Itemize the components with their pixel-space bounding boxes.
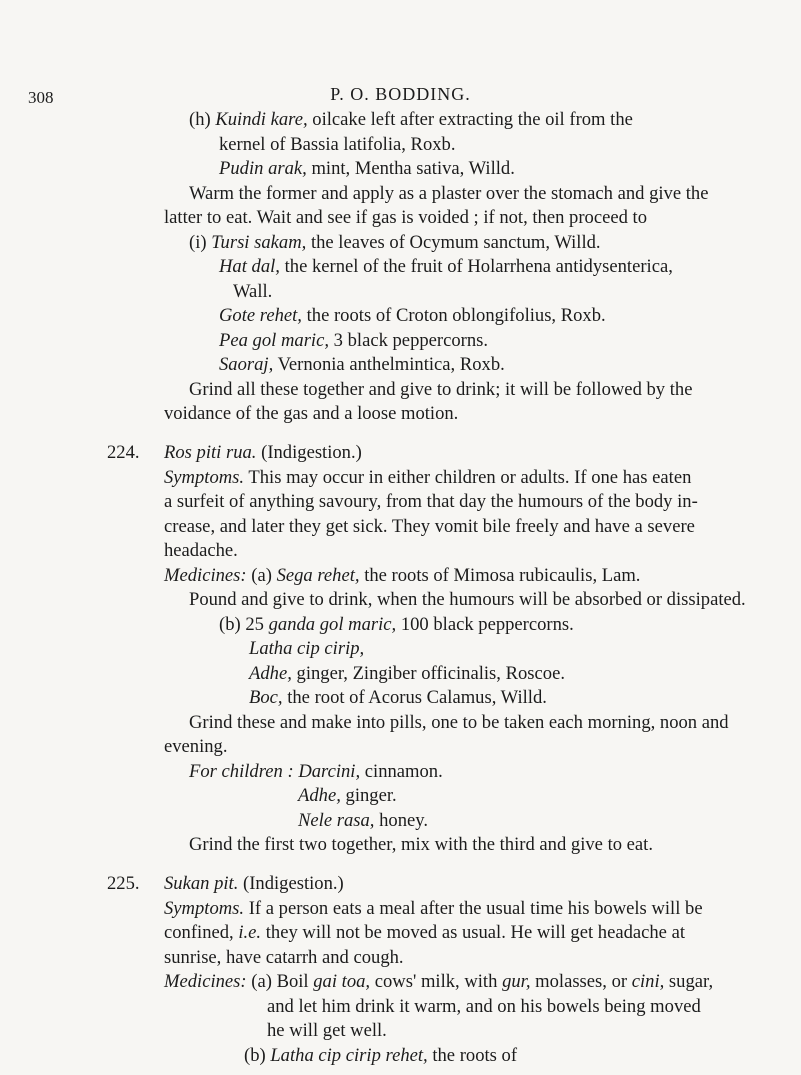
entry-h-line-1: (h) Kuindi kare, oilcake left after extracting the oil from the bbox=[189, 109, 633, 130]
entry-224-number: 224. bbox=[107, 442, 140, 463]
entry-225-number: 225. bbox=[107, 873, 140, 894]
entry-i-line-7: Grind all these together and give to drink; it will be followed by the bbox=[189, 379, 693, 400]
page-number: 308 bbox=[28, 88, 54, 107]
entry-224-symptoms-4: headache. bbox=[164, 540, 238, 561]
entry-i-line-4: Gote rehet, the roots of Croton oblongifolius, Roxb. bbox=[219, 305, 606, 326]
entry-225-medicines-a: Medicines: (a) Boil gai toa, cows' milk, with gur, molasses, or cini, sugar, bbox=[164, 971, 714, 992]
entry-h-line-4: Warm the former and apply as a plaster over the stomach and give the bbox=[189, 183, 709, 204]
entry-224-symptoms-3: crease, and later they get sick. They vomit bile freely and have a severe bbox=[164, 516, 695, 537]
entry-h-line-2: kernel of Bassia latifolia, Roxb. bbox=[219, 134, 456, 155]
entry-224-medicines-b-6: evening. bbox=[164, 736, 228, 757]
entry-224-symptoms-2: a surfeit of anything savoury, from that day the humours of the body in- bbox=[164, 491, 698, 512]
entry-i-line-1: (i) Tursi sakam, the leaves of Ocymum sanctum, Willd. bbox=[189, 232, 601, 253]
entry-224-medicines-b-3: Adhe, ginger, Zingiber officinalis, Roscoe. bbox=[249, 663, 565, 684]
entry-224-medicines-b-4: Boc, the root of Acorus Calamus, Willd. bbox=[249, 687, 547, 708]
entry-224-medicines-b-1: (b) 25 ganda gol maric, 100 black peppercorns. bbox=[219, 614, 574, 635]
entry-224-children-1: For children : Darcini, cinnamon. bbox=[189, 761, 443, 782]
entry-225-medicines-a-2: and let him drink it warm, and on his bowels being moved bbox=[267, 996, 701, 1017]
entry-224-medicines-a-2: Pound and give to drink, when the humours will be absorbed or dissipated. bbox=[189, 589, 746, 610]
entry-225-symptoms-3: sunrise, have catarrh and cough. bbox=[164, 947, 404, 968]
entry-i-line-3: Wall. bbox=[233, 281, 273, 302]
entry-h-line-5: latter to eat. Wait and see if gas is voided ; if not, then proceed to bbox=[164, 207, 648, 228]
entry-i-line-2: Hat dal, the kernel of the fruit of Holarrhena antidysenterica, bbox=[219, 256, 673, 277]
entry-i-line-8: voidance of the gas and a loose motion. bbox=[164, 403, 459, 424]
entry-i-line-5: Pea gol maric, 3 black peppercorns. bbox=[219, 330, 489, 351]
entry-224-title: Ros piti rua. (Indigestion.) bbox=[164, 442, 362, 463]
entry-224-children-3: Nele rasa, honey. bbox=[298, 810, 428, 831]
entry-224-symptoms-1: Symptoms. This may occur in either children or adults. If one has eaten bbox=[164, 467, 692, 488]
entry-224-children-4: Grind the first two together, mix with the third and give to eat. bbox=[189, 834, 653, 855]
entry-225-title: Sukan pit. (Indigestion.) bbox=[164, 873, 344, 894]
entry-224-medicines-b-5: Grind these and make into pills, one to be taken each morning, noon and bbox=[189, 712, 729, 733]
entry-225-symptoms-1: Symptoms. If a person eats a meal after the usual time his bowels will be bbox=[164, 898, 703, 919]
entry-224-medicines-b-2: Latha cip cirip, bbox=[249, 638, 365, 659]
running-title: P. O. BODDING. bbox=[330, 84, 471, 104]
entry-224-medicines-a: Medicines: (a) Sega rehet, the roots of Mimosa rubicaulis, Lam. bbox=[164, 565, 641, 586]
entry-224-children-2: Adhe, ginger. bbox=[298, 785, 397, 806]
entry-h-line-3: Pudin arak, mint, Mentha sativa, Willd. bbox=[219, 158, 515, 179]
entry-225-symptoms-2: confined, i.e. they will not be moved as usual. He will get headache at bbox=[164, 922, 686, 943]
entry-i-line-6: Saoraj, Vernonia anthelmintica, Roxb. bbox=[219, 354, 505, 375]
entry-225-medicines-b-1: (b) Latha cip cirip rehet, the roots of bbox=[244, 1045, 518, 1066]
entry-225-medicines-a-3: he will get well. bbox=[267, 1020, 387, 1041]
